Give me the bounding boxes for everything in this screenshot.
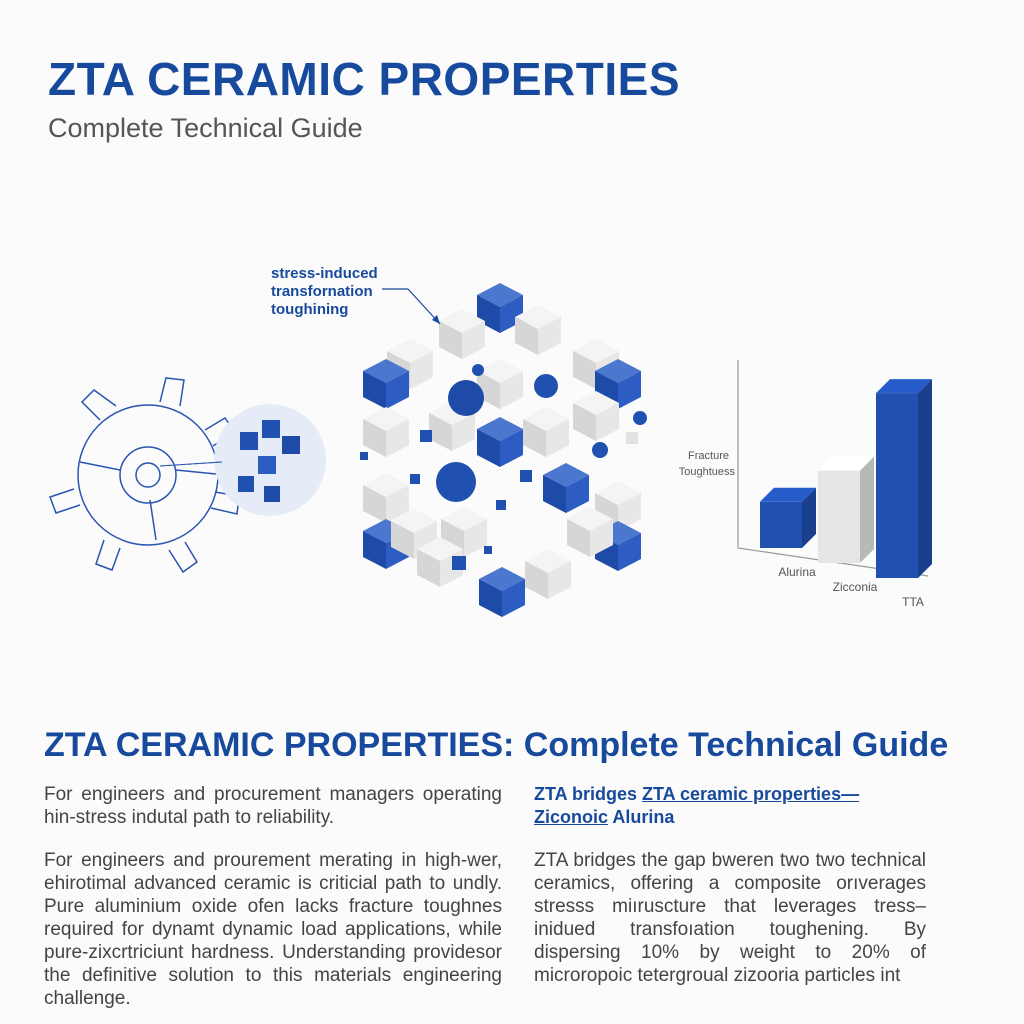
left-column [44, 783, 502, 1010]
chart-ylabel-line-2: Toughtuess [678, 466, 735, 478]
page-title: ZTA CERAMIC PROPERTIES [48, 53, 681, 105]
right-column [534, 783, 926, 987]
callout-line-2: transfornation [271, 283, 373, 300]
article-headline: ZTA CERAMIC PROPERTIES: Complete Technical Guide [44, 726, 949, 764]
gear-icon [50, 378, 239, 572]
body-paragraph: For engineers and prourement merating in high-wer, ehirotimal advanced ceramic is criticial path to undly. Pure aluminium oxide ofen lacks fracture toughnes required for dynamt dynamic load applications, while pure-zixcrtriciunt hardness. Understanding providesor the definitive solution to this materials engineering challenge. [44, 850, 502, 1009]
page-subtitle: Complete Technical Guide [48, 113, 363, 143]
chart-bar-alurina [760, 488, 816, 548]
chart-bar-tta [876, 379, 932, 578]
callout-line-3: toughining [271, 301, 349, 318]
toughness-chart [679, 360, 932, 609]
side-heading-suffix: Alurina [612, 807, 675, 827]
side-heading-prefix: ZTA bridges [534, 784, 637, 804]
chart-ylabel-line-1: Fracture [688, 450, 729, 462]
intro-paragraph: For engineers and procurement managers operating hin-stress indutal path to reliability. [44, 784, 502, 828]
side-heading [534, 783, 926, 829]
ceramic-illustration [0, 230, 1024, 650]
chart-tick-label-tta: TTA [902, 595, 924, 609]
zta-properties-link[interactable]: ZTA ceramic properties—Ziconoic [534, 784, 860, 827]
callout-line-1: stress-induced [271, 265, 378, 282]
chart-bar-zicconia [818, 457, 874, 563]
side-paragraph: ZTA bridges the gap bweren two two technical ceramics, offering a composite orıverages stresss miıruscture that leverages tress–inidued transfoıation toughening. By dispersing 10% by weight to 20% of microropoic tetergroual zizooria particles int [534, 850, 926, 986]
chart-tick-label-alurina: Alurina [778, 565, 816, 579]
chart-tick-label-zicconia: Zicconia [832, 580, 878, 594]
microstructure-cluster [360, 283, 647, 617]
